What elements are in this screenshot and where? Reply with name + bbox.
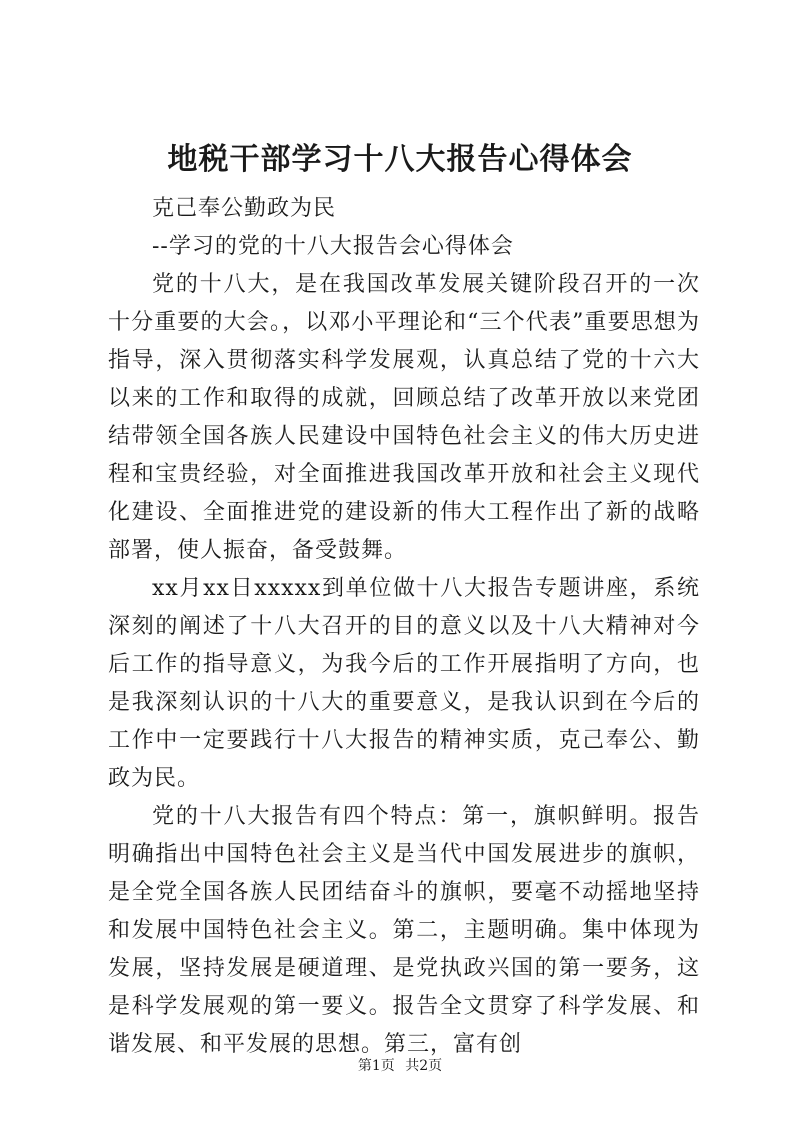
- subtitle-line-2: --学习的党的十八大报告会心得体会: [152, 234, 514, 259]
- subtitle-line-1: 克己奉公勤政为民: [152, 196, 337, 221]
- paragraph-1: 党的十八大，是在我国改革发展关键阶段召开的一次十分重要的大会。，以邓小平理论和“三个代表”重要思想为指导，深入贯彻落实科学发展观，认真总结了党的十六大以来的工作和取得的成就，回顾总结了改革开放以来党团结带领全国各族人民建设中国特色社会主义的伟大历史进程和宝贵经验，对全面推进我国改革开放和社会主义现代化建设、全面推进党的建设新的伟大工程作出了新的战略部署，使人振奋，备受鼓舞。: [108, 272, 700, 563]
- paragraph-2: xx月xx日xxxxx到单位做十八大报告专题讲座，系统深刻的阐述了十八大召开的目的意义以及十八大精神对今后工作的指导意义，为我今后的工作开展指明了方向，也是我深刻认识的十八大的重要意义，是我认识到在今后的工作中一定要践行十八大报告的精神实质，克己奉公、勤政为民。: [108, 576, 700, 791]
- page-footer: [0, 1056, 800, 1076]
- document-body: [108, 190, 700, 1064]
- paragraph-3: 党的十八大报告有四个特点：第一，旗帜鲜明。报告明确指出中国特色社会主义是当代中国发展进步的旗帜，是全党全国各族人民团结奋斗的旗帜，要毫不动摇地坚持和发展中国特色社会主义。第二，主题明确。集中体现为发展，坚持发展是硬道理、是党执政兴国的第一要务，这是科学发展观的第一要义。报告全文贯穿了科学发展、和谐发展、和平发展的思想。第三，富有创: [108, 804, 700, 1057]
- page-total: 共2页: [405, 1058, 443, 1074]
- page-number: 第1页: [357, 1058, 395, 1074]
- document-title: 地税干部学习十八大报告心得体会: [167, 142, 633, 177]
